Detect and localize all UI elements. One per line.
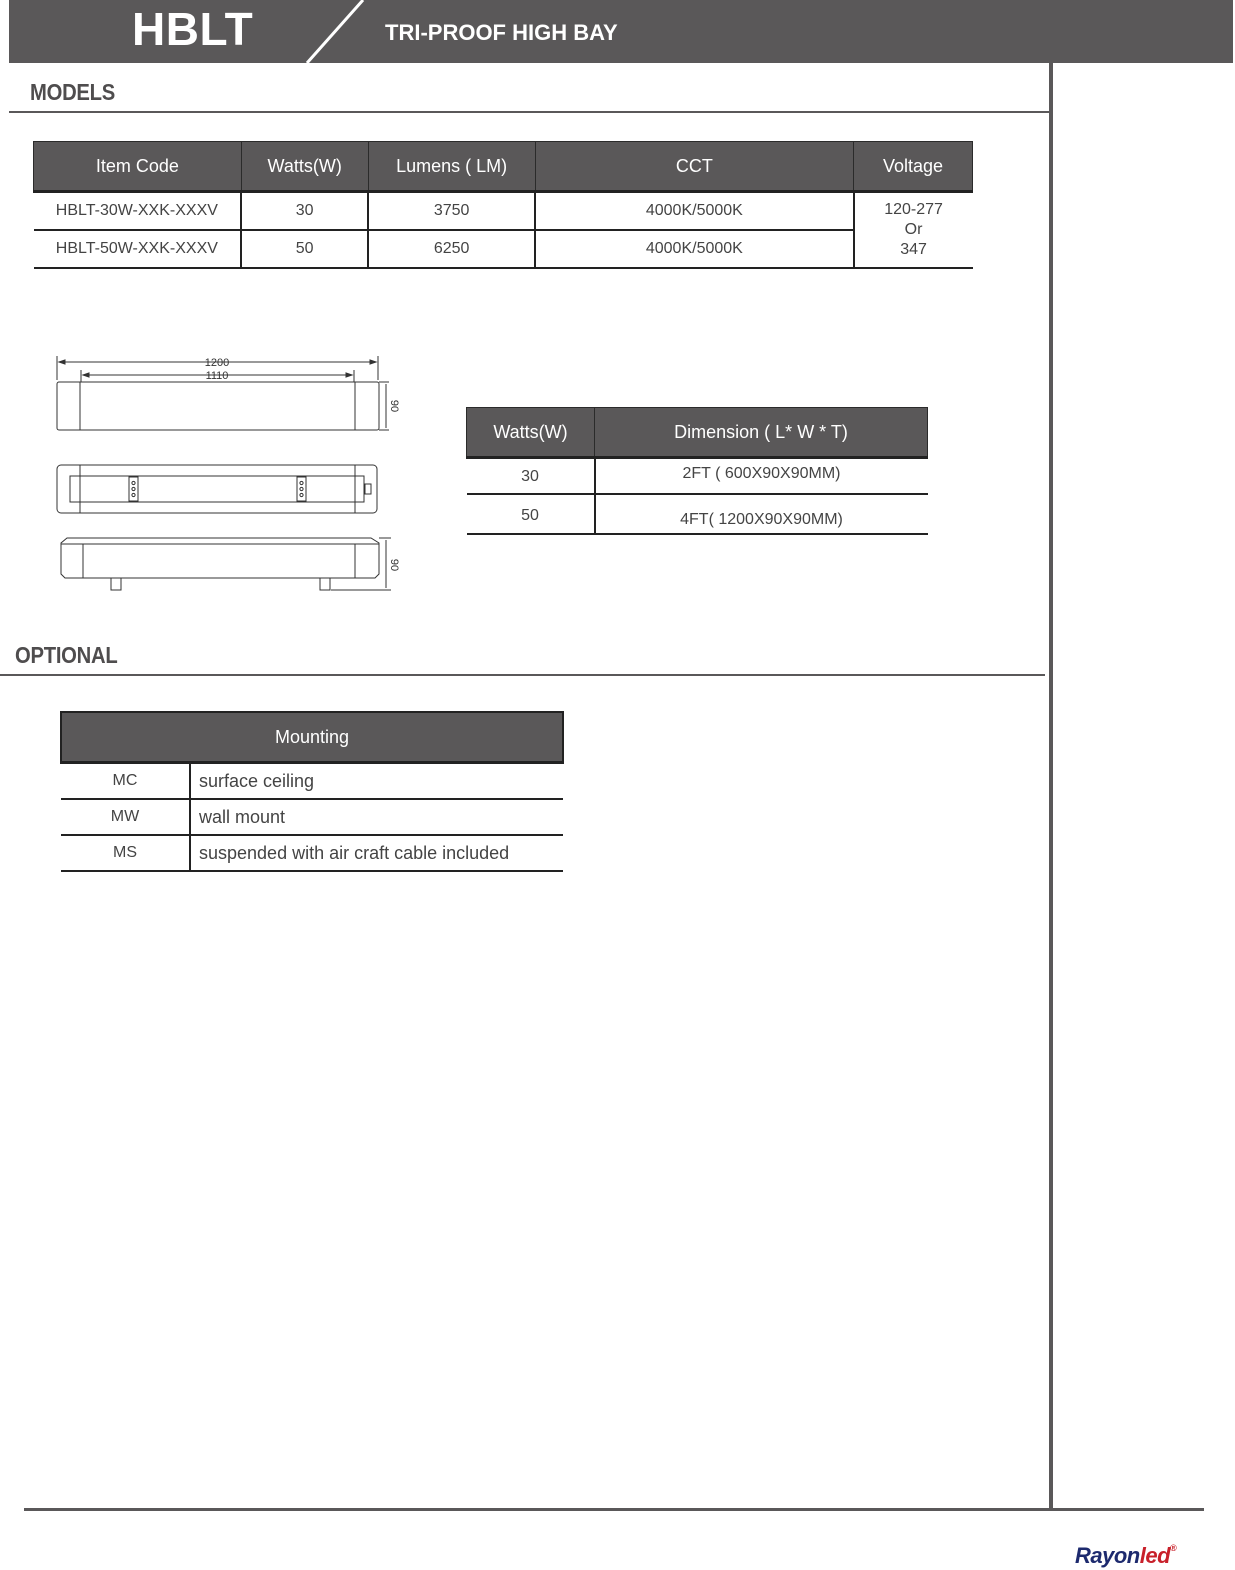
- page-header: [9, 0, 1233, 63]
- table-row: [467, 494, 928, 534]
- lumens-cell: 3750: [368, 192, 535, 231]
- table-row: [61, 799, 563, 835]
- brand-logo: [1075, 1543, 1176, 1569]
- mounting-table: [60, 711, 564, 872]
- footer-rule: [24, 1508, 1204, 1511]
- side-view: [61, 538, 391, 590]
- col-watts: Watts(W): [241, 142, 368, 192]
- product-name: TRI-PROOF HIGH BAY: [385, 20, 618, 45]
- models-heading-rule: [9, 111, 1049, 113]
- table-row: [467, 458, 928, 494]
- optional-heading-rule: [0, 674, 1045, 676]
- watts-cell: 50: [241, 230, 368, 268]
- cct-cell: 4000K/5000K: [535, 192, 854, 231]
- mount-description-cell: surface ceiling: [190, 763, 563, 800]
- voltage-line-2: Or: [904, 221, 923, 238]
- mounting-table-header-row: [61, 712, 563, 763]
- table-row: [61, 835, 563, 871]
- models-heading: MODELS: [30, 79, 116, 105]
- bottom-view: [57, 465, 377, 513]
- col-voltage: Voltage: [854, 142, 973, 192]
- watts-cell: 30: [241, 192, 368, 231]
- fixture-dimension-drawing: [45, 350, 405, 600]
- dim-watts-cell: 50: [467, 494, 595, 534]
- dimension-cell: 2FT ( 600X90X90MM): [595, 458, 928, 494]
- table-row: [34, 192, 973, 231]
- col-lumens: Lumens ( LM): [368, 142, 535, 192]
- col-cct: CCT: [535, 142, 854, 192]
- col-item-code: Item Code: [34, 142, 242, 192]
- table-row: [61, 763, 563, 800]
- table-row: [34, 230, 973, 268]
- mount-code-cell: MS: [61, 835, 190, 871]
- mount-description-cell: suspended with air craft cable included: [190, 835, 563, 871]
- dim-watts-cell: 30: [467, 458, 595, 494]
- dimension-table: [466, 407, 928, 535]
- mount-code-cell: MC: [61, 763, 190, 800]
- col-dimension: Dimension ( L* W * T): [595, 408, 928, 458]
- dimension-table-header-row: [467, 408, 928, 458]
- mount-code-cell: MW: [61, 799, 190, 835]
- col-mounting: Mounting: [61, 712, 563, 763]
- right-column-divider: [1049, 63, 1053, 1511]
- voltage-line-1: 120-277: [884, 201, 943, 218]
- height-label-side: 90: [388, 558, 400, 572]
- mount-description-cell: wall mount: [190, 799, 563, 835]
- col-dim-watts: Watts(W): [467, 408, 595, 458]
- item-code-cell: HBLT-50W-XXK-XXXV: [34, 230, 242, 268]
- dimension-cell: 4FT( 1200X90X90MM): [595, 494, 928, 534]
- lumens-cell: 6250: [368, 230, 535, 268]
- logo-text-led: led: [1139, 1543, 1171, 1568]
- voltage-cell: [854, 192, 973, 269]
- header-slash-divider: [305, 0, 365, 63]
- model-code: HBLT: [132, 3, 254, 55]
- logo-text-rayon: Rayon: [1075, 1543, 1140, 1568]
- overall-length-label: 1200: [204, 357, 230, 369]
- inner-length-label: 1110: [205, 370, 229, 382]
- models-table: [33, 141, 973, 269]
- registered-mark: ®: [1170, 1543, 1177, 1553]
- cct-cell: 4000K/5000K: [535, 230, 854, 268]
- voltage-line-3: 347: [900, 241, 927, 258]
- item-code-cell: HBLT-30W-XXK-XXXV: [34, 192, 242, 231]
- optional-heading: OPTIONAL: [15, 642, 118, 668]
- models-table-header-row: [34, 142, 973, 192]
- height-label-top: 90: [388, 399, 400, 413]
